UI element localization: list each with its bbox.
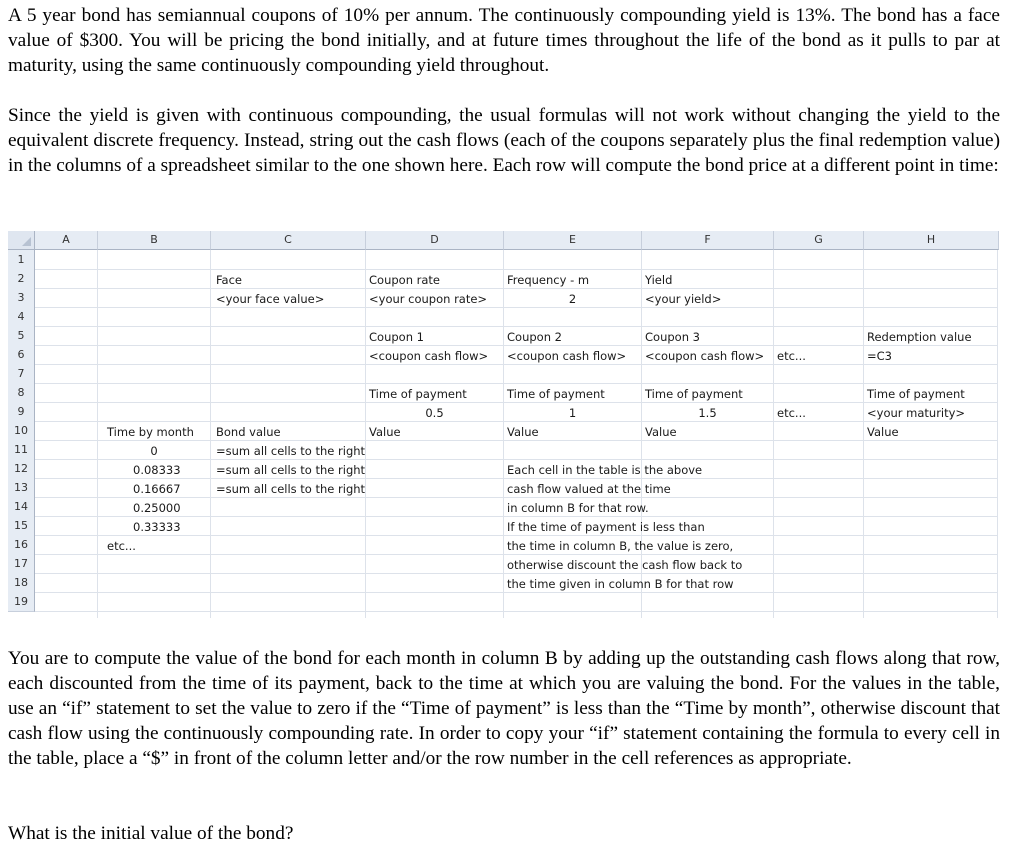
row-header-2: 2 [8, 269, 35, 289]
cell-f5: Coupon 3 [645, 330, 700, 344]
row-header-15: 15 [8, 516, 35, 536]
cell-b14: 0.25000 [133, 501, 181, 515]
intro-paragraph: A 5 year bond has semiannual coupons of 10% per annum. The continuously compounding yield is 13%. The bond has a face value of $300. You will be pricing the bond initially, and at future times throughout the life of the bond as it pulls to par at maturity, using the same continuously compounding yield throughout. [8, 5, 1000, 76]
method-paragraph: Since the yield is given with continuous compounding, the usual formulas will not work without changing the yield to the equivalent discrete frequency. Instead, string out the cash flows (each of the coupons separately plus the final redemption value) in the columns of a spreadsheet similar to the one shown here. Each row will compute the bond price at a different point in time: [8, 105, 1000, 176]
cell-e6: <coupon cash flow> [507, 349, 627, 363]
cell-c11: =sum all cells to the right [216, 444, 366, 458]
cell-e2: Frequency - m [507, 273, 590, 287]
cell-f2: Yield [645, 273, 673, 287]
cell-e15: If the time of payment is less than [507, 520, 705, 534]
cell-b10: Time by month [107, 425, 194, 439]
cell-c13: =sum all cells to the right [216, 482, 366, 496]
cell-b12: 0.08333 [133, 463, 181, 477]
cell-b11: 0 [150, 444, 158, 458]
cell-c10: Bond value [216, 425, 281, 439]
row-header-7: 7 [8, 364, 35, 384]
cell-e8: Time of payment [507, 387, 605, 401]
cell-b13: 0.16667 [133, 482, 181, 496]
row-header-3: 3 [8, 288, 35, 308]
cell-e17: otherwise discount the cash flow back to [507, 558, 743, 572]
row-header-4: 4 [8, 307, 35, 327]
cell-f8: Time of payment [645, 387, 743, 401]
spreadsheet-image [8, 231, 998, 618]
cell-c3: <your face value> [216, 292, 325, 306]
cell-c12: =sum all cells to the right [216, 463, 366, 477]
column-header-a: A [35, 231, 98, 250]
cell-h9: <your maturity> [867, 406, 966, 420]
cell-e3: 2 [568, 292, 577, 306]
row-header-1: 1 [8, 250, 35, 270]
cell-h5: Redemption value [867, 330, 972, 344]
column-header-d: D [366, 231, 504, 250]
column-header-b: B [98, 231, 211, 250]
column-header-f: F [642, 231, 774, 250]
row-header-17: 17 [8, 554, 35, 574]
cell-f6: <coupon cash flow> [645, 349, 765, 363]
cell-d9: 0.5 [425, 406, 444, 420]
question-text: What is the initial value of the bond? [8, 823, 294, 844]
cell-h6: =C3 [867, 349, 892, 363]
column-header-h: H [864, 231, 999, 250]
cell-e14: in column B for that row. [507, 501, 649, 515]
cell-e18: the time given in column B for that row [507, 577, 734, 591]
row-header-11: 11 [8, 440, 35, 460]
cell-g9: etc... [777, 406, 806, 420]
row-header-19: 19 [8, 592, 35, 612]
cell-d5: Coupon 1 [369, 330, 424, 344]
select-all-corner [8, 231, 35, 250]
cell-c2: Face [216, 273, 243, 287]
column-header-e: E [504, 231, 642, 250]
column-header-g: G [774, 231, 864, 250]
cell-b16: etc... [107, 539, 136, 553]
column-header-c: C [211, 231, 366, 250]
cell-d2: Coupon rate [369, 273, 440, 287]
cell-f3: <your yield> [645, 292, 722, 306]
cell-e10: Value [507, 425, 539, 439]
instructions-paragraph: You are to compute the value of the bond for each month in column B by adding up the outstanding cash flows along that row, each discounted from the time of its payment, back to the time at which you are valuing the bond. For the values in the table, use an “if” statement to set the value to zero if the “Time of payment” is less than the “Time by month”, otherwise discount that cash flow using the continuously compounding rate. In order to copy your “if” statement containing the formula to every cell in the table, place a “$” in front of the column letter and/or the row number in the cell references as appropriate. [8, 648, 1000, 769]
cell-d6: <coupon cash flow> [369, 349, 489, 363]
row-header-13: 13 [8, 478, 35, 498]
row-header-8: 8 [8, 383, 35, 403]
cell-d3: <your coupon rate> [369, 292, 488, 306]
cell-g6: etc... [777, 349, 806, 363]
row-header-14: 14 [8, 497, 35, 517]
cell-b15: 0.33333 [133, 520, 181, 534]
cell-d8: Time of payment [369, 387, 467, 401]
cell-h8: Time of payment [867, 387, 965, 401]
row-header-18: 18 [8, 573, 35, 593]
cell-e9: 1 [568, 406, 577, 420]
row-header-6: 6 [8, 345, 35, 365]
row-header-9: 9 [8, 402, 35, 422]
cell-h10: Value [867, 425, 899, 439]
row-header-5: 5 [8, 326, 35, 346]
cell-e13: cash flow valued at the time [507, 482, 671, 496]
cell-f10: Value [645, 425, 677, 439]
row-header-16: 16 [8, 535, 35, 555]
cell-f9: 1.5 [698, 406, 717, 420]
cell-e16: the time in column B, the value is zero, [507, 539, 734, 553]
cell-e5: Coupon 2 [507, 330, 562, 344]
cell-d10: Value [369, 425, 401, 439]
row-header-10: 10 [8, 421, 35, 441]
cell-e12: Each cell in the table is the above [507, 463, 703, 477]
row-header-12: 12 [8, 459, 35, 479]
